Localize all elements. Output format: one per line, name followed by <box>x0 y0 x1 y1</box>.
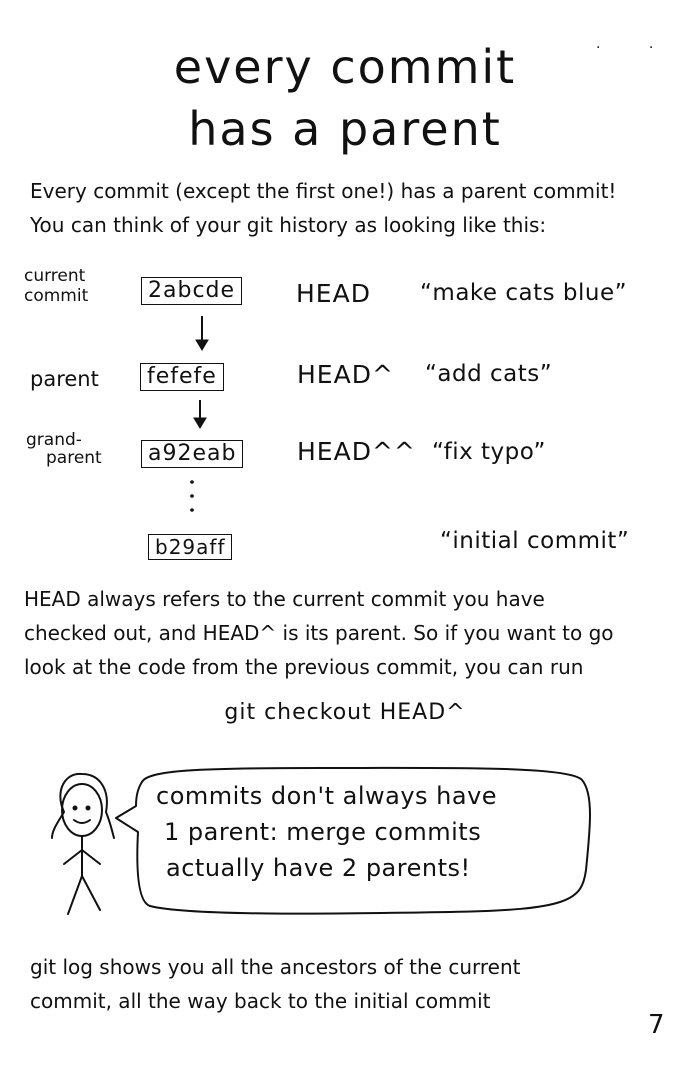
intro-line2: You can think of your git history as looking like this: <box>30 213 547 237</box>
commit-label-grandparent-line2: parent <box>46 448 102 468</box>
speech-line2: 1 parent: merge commits <box>164 818 482 846</box>
page-title-line2: has a parent <box>188 102 502 156</box>
git-command: git checkout HEAD^ <box>224 700 466 725</box>
head-ref: HEAD <box>296 279 371 308</box>
commit-label-current-line1: current <box>24 266 86 286</box>
explanation-line2: checked out, and HEAD^ is its parent. So if you want to go <box>24 621 614 645</box>
intro-line1: Every commit (except the first one!) has a parent commit! <box>30 179 617 203</box>
commit-hash-box: b29aff <box>148 534 232 560</box>
ellipsis-icon <box>184 478 204 518</box>
commit-hash-box: 2abcde <box>141 277 242 305</box>
head-ref: HEAD^^ <box>297 437 416 466</box>
speech-line1: commits don't always have <box>156 782 498 810</box>
speech-line3: actually have 2 parents! <box>166 854 471 882</box>
page-number: 7 <box>648 1010 665 1040</box>
footer-line2: commit, all the way back to the initial commit <box>30 989 491 1013</box>
footer-line1: git log shows you all the ancestors of the current <box>30 955 521 979</box>
page-title-line1: every commit <box>173 40 517 94</box>
decorative-dots: . . <box>596 36 676 52</box>
commit-message: “initial commit” <box>440 528 630 554</box>
commit-message: “add cats” <box>425 361 553 387</box>
down-arrow-icon <box>190 314 220 434</box>
explanation-line1: HEAD always refers to the current commit you have <box>24 587 545 611</box>
head-ref: HEAD^ <box>297 360 394 389</box>
commit-message: “make cats blue” <box>420 280 628 306</box>
commit-label-grandparent-line1: grand- <box>26 430 82 450</box>
explanation-line3: look at the code from the previous commit, you can run <box>24 655 584 679</box>
commit-hash-box: a92eab <box>141 440 243 468</box>
commit-message: “fix typo” <box>432 439 546 465</box>
commit-label-parent: parent <box>30 367 99 391</box>
commit-hash-box: fefefe <box>140 363 224 391</box>
commit-label-current-line2: commit <box>24 286 89 306</box>
